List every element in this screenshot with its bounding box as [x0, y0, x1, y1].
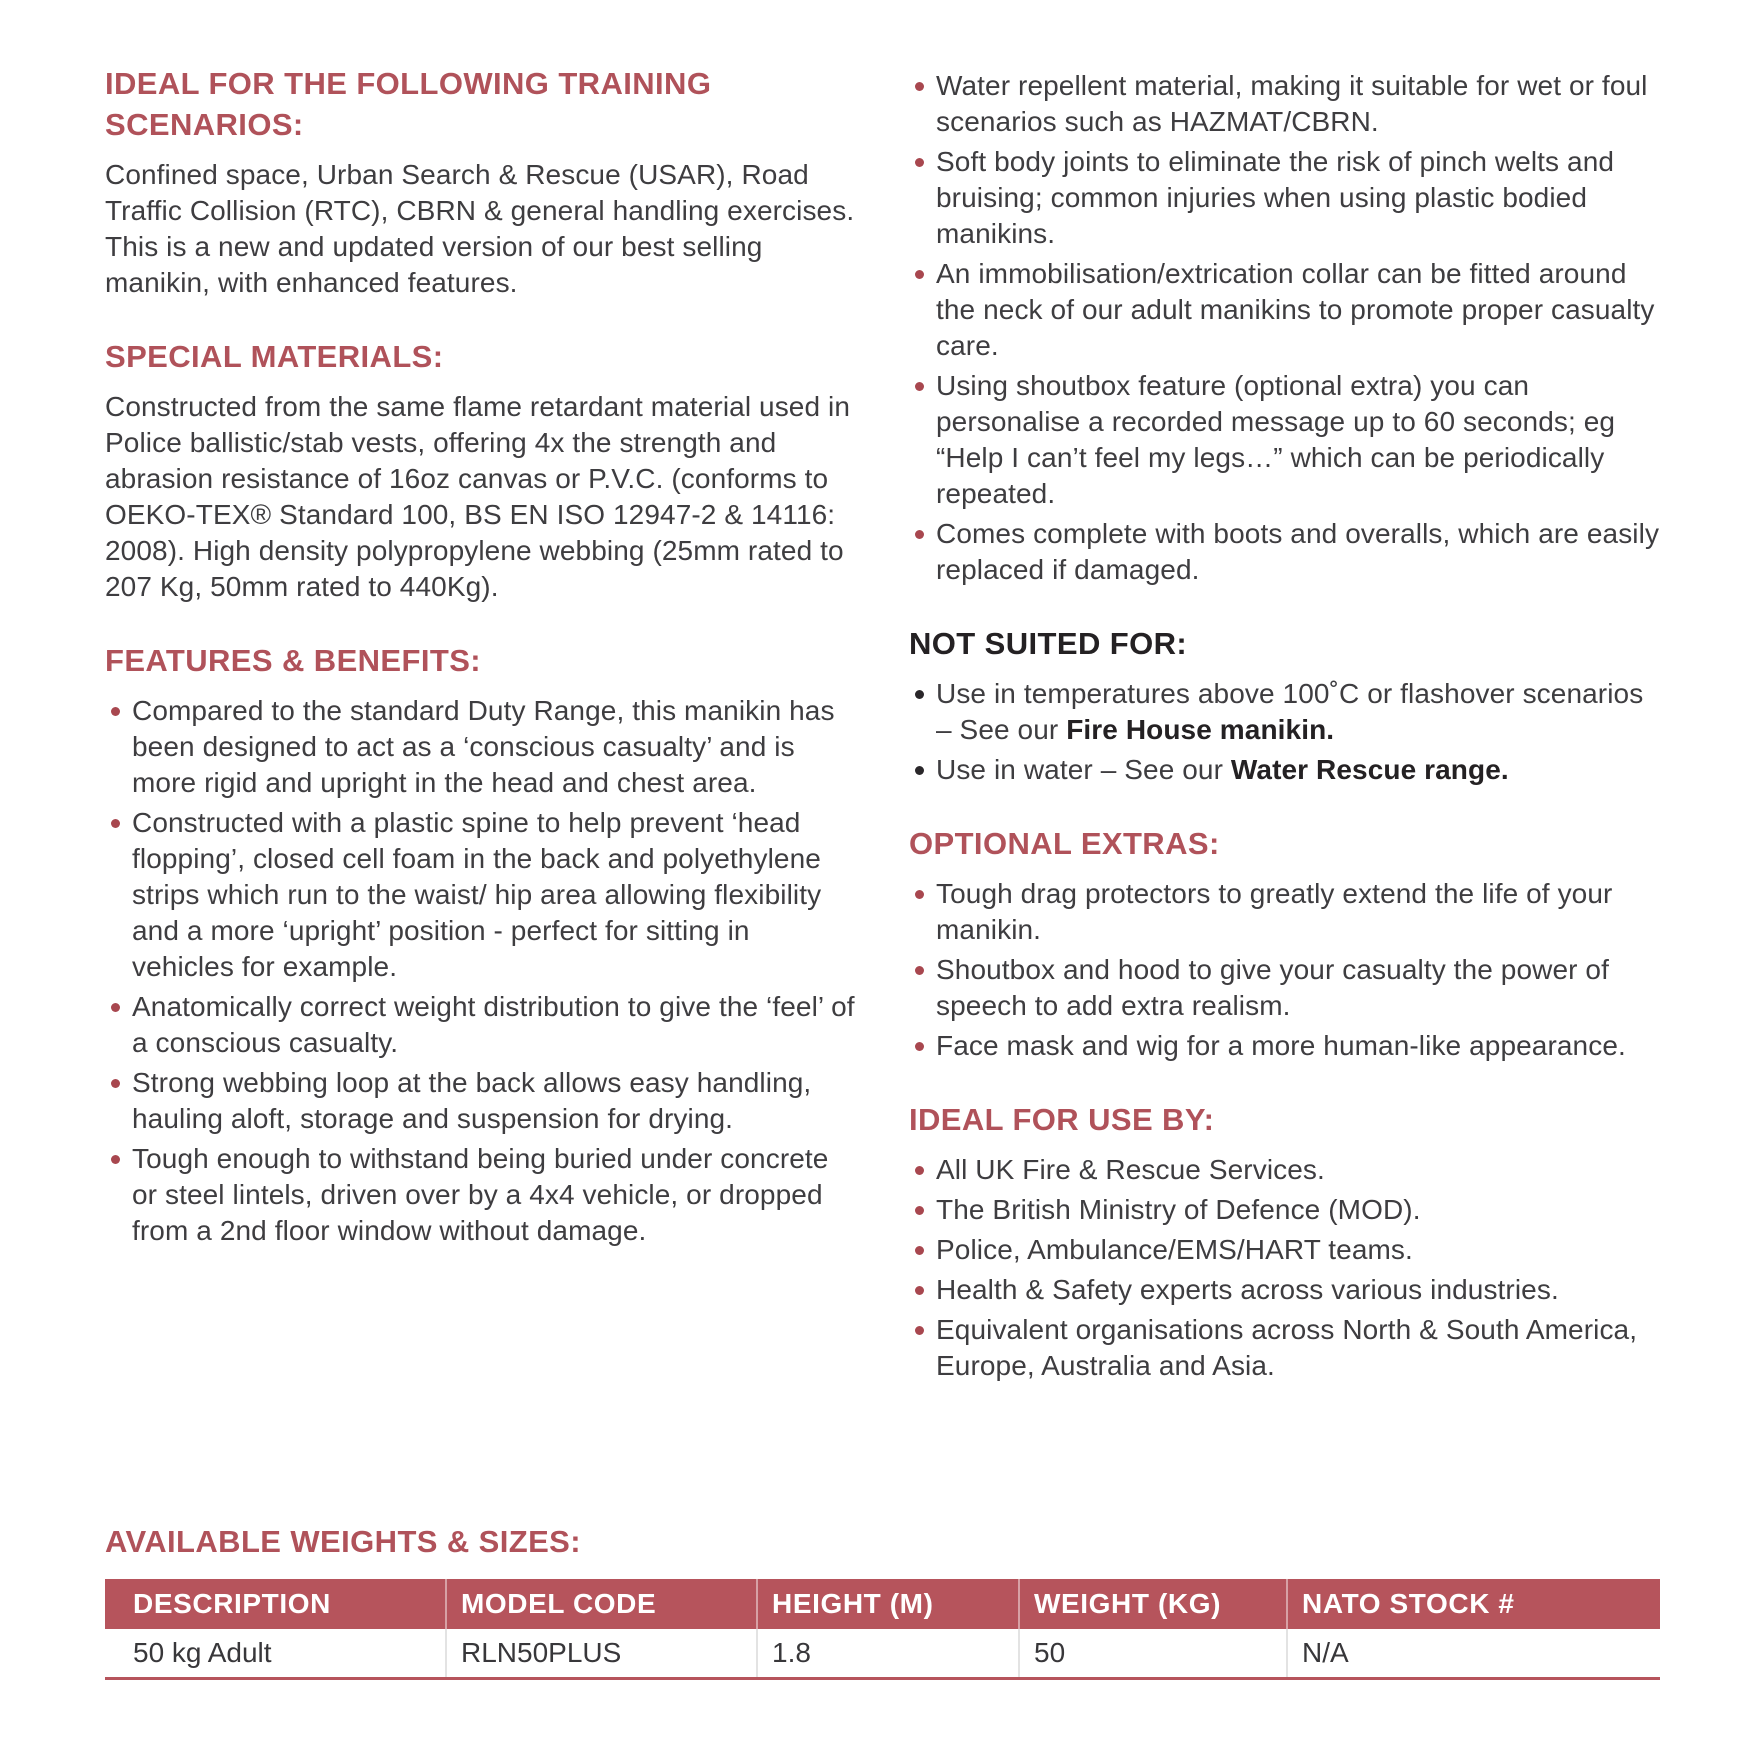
list-item: Shoutbox and hood to give your casualty the power of speech to add extra realism.: [909, 952, 1660, 1024]
heading-not-suited: NOT SUITED FOR:: [909, 626, 1188, 661]
not-suited-list: [909, 676, 1660, 788]
table-header-cell: NATO STOCK #: [1287, 1579, 1660, 1629]
table-cell: N/A: [1287, 1629, 1660, 1679]
list-item-text: Use in temperatures above 100˚C or flashover scenarios – See our: [936, 677, 1644, 745]
available-weights-section: [105, 1522, 1660, 1680]
list-item-text: Use in water – See our: [936, 753, 1231, 785]
list-item: An immobilisation/extrication collar can be fitted around the neck of our adult manikins to promote proper casualty care.: [909, 256, 1660, 364]
heading-features-benefits: FEATURES & BENEFITS:: [105, 642, 481, 678]
heading-available-weights: AVAILABLE WEIGHTS & SIZES:: [105, 1524, 581, 1559]
features-benefits-list: [105, 693, 857, 1249]
list-item-bold-text: Fire House manikin.: [1066, 713, 1335, 745]
list-item: Soft body joints to eliminate the risk of pinch welts and bruising; common injuries when using plastic bodied manikins.: [909, 144, 1660, 252]
weights-sizes-table: [105, 1579, 1660, 1680]
heading-optional-extras: OPTIONAL EXTRAS:: [909, 825, 1220, 861]
list-item-bold-text: Water Rescue range.: [1230, 753, 1509, 785]
table-header-row: [105, 1579, 1660, 1629]
list-item: Constructed with a plastic spine to help prevent ‘head flopping’, closed cell foam in the back and polyethylene strips which run to the waist/ hip area allowing flexibility and a more ‘upright’ position - perfect for sitting in vehicles for example.: [105, 805, 857, 985]
list-item: Using shoutbox feature (optional extra) you can personalise a recorded message up to 60 seconds; eg “Help I can’t feel my legs…” which can be periodically repeated.: [909, 368, 1660, 512]
list-item: Tough drag protectors to greatly extend the life of your manikin.: [909, 876, 1660, 948]
table-header-cell: DESCRIPTION: [105, 1579, 446, 1629]
list-item: Health & Safety experts across various industries.: [909, 1272, 1660, 1308]
list-item: [909, 676, 1660, 748]
table-cell: 50 kg Adult: [105, 1629, 446, 1679]
optional-extras-list: [909, 876, 1660, 1064]
list-item: Water repellent material, making it suitable for wet or foul scenarios such as HAZMAT/CBRN.: [909, 68, 1660, 140]
table-cell: RLN50PLUS: [446, 1629, 757, 1679]
list-item: All UK Fire & Rescue Services.: [909, 1152, 1660, 1188]
list-item: The British Ministry of Defence (MOD).: [909, 1192, 1660, 1228]
table-header-cell: HEIGHT (M): [757, 1579, 1019, 1629]
table-row: [105, 1629, 1660, 1679]
right-column: [909, 64, 1660, 1388]
heading-special-materials: SPECIAL MATERIALS:: [105, 338, 444, 374]
left-column: [105, 64, 857, 1388]
ideal-for-use-list: [909, 1152, 1660, 1384]
table-cell: 1.8: [757, 1629, 1019, 1679]
table-header-cell: MODEL CODE: [446, 1579, 757, 1629]
paragraph-special-materials: Constructed from the same flame retardant material used in Police ballistic/stab vests, offering 4x the strength and abrasion resistance of 16oz canvas or P.V.C. (conforms to OEKO-TEX® Standard 100, BS EN ISO 12947-2 & 14116: 2008). High density polypropylene webbing (25mm rated to 207 Kg, 50mm rated to 440Kg).: [105, 390, 851, 602]
list-item: Face mask and wig for a more human-like appearance.: [909, 1028, 1660, 1064]
right-top-list: [909, 68, 1660, 588]
table-header-cell: WEIGHT (KG): [1019, 1579, 1287, 1629]
list-item: Compared to the standard Duty Range, this manikin has been designed to act as a ‘conscious casualty’ and is more rigid and upright in the head and chest area.: [105, 693, 857, 801]
list-item: Anatomically correct weight distribution to give the ‘feel’ of a conscious casualty.: [105, 989, 857, 1061]
paragraph-training-scenarios: Confined space, Urban Search & Rescue (USAR), Road Traffic Collision (RTC), CBRN & general handling exercises. This is a new and updated version of our best selling manikin, with enhanced features.: [105, 158, 855, 298]
list-item: Police, Ambulance/EMS/HART teams.: [909, 1232, 1660, 1268]
heading-training-scenarios: IDEAL FOR THE FOLLOWING TRAINING SCENARIOS:: [105, 66, 712, 142]
list-item: Tough enough to withstand being buried under concrete or steel lintels, driven over by a 4x4 vehicle, or dropped from a 2nd floor window without damage.: [105, 1141, 857, 1249]
list-item: [909, 752, 1660, 788]
list-item: Strong webbing loop at the back allows easy handling, hauling aloft, storage and suspension for drying.: [105, 1065, 857, 1137]
heading-ideal-for-use: IDEAL FOR USE BY:: [909, 1101, 1215, 1137]
list-item: Comes complete with boots and overalls, which are easily replaced if damaged.: [909, 516, 1660, 588]
table-cell: 50: [1019, 1629, 1287, 1679]
list-item: Equivalent organisations across North & South America, Europe, Australia and Asia.: [909, 1312, 1660, 1384]
